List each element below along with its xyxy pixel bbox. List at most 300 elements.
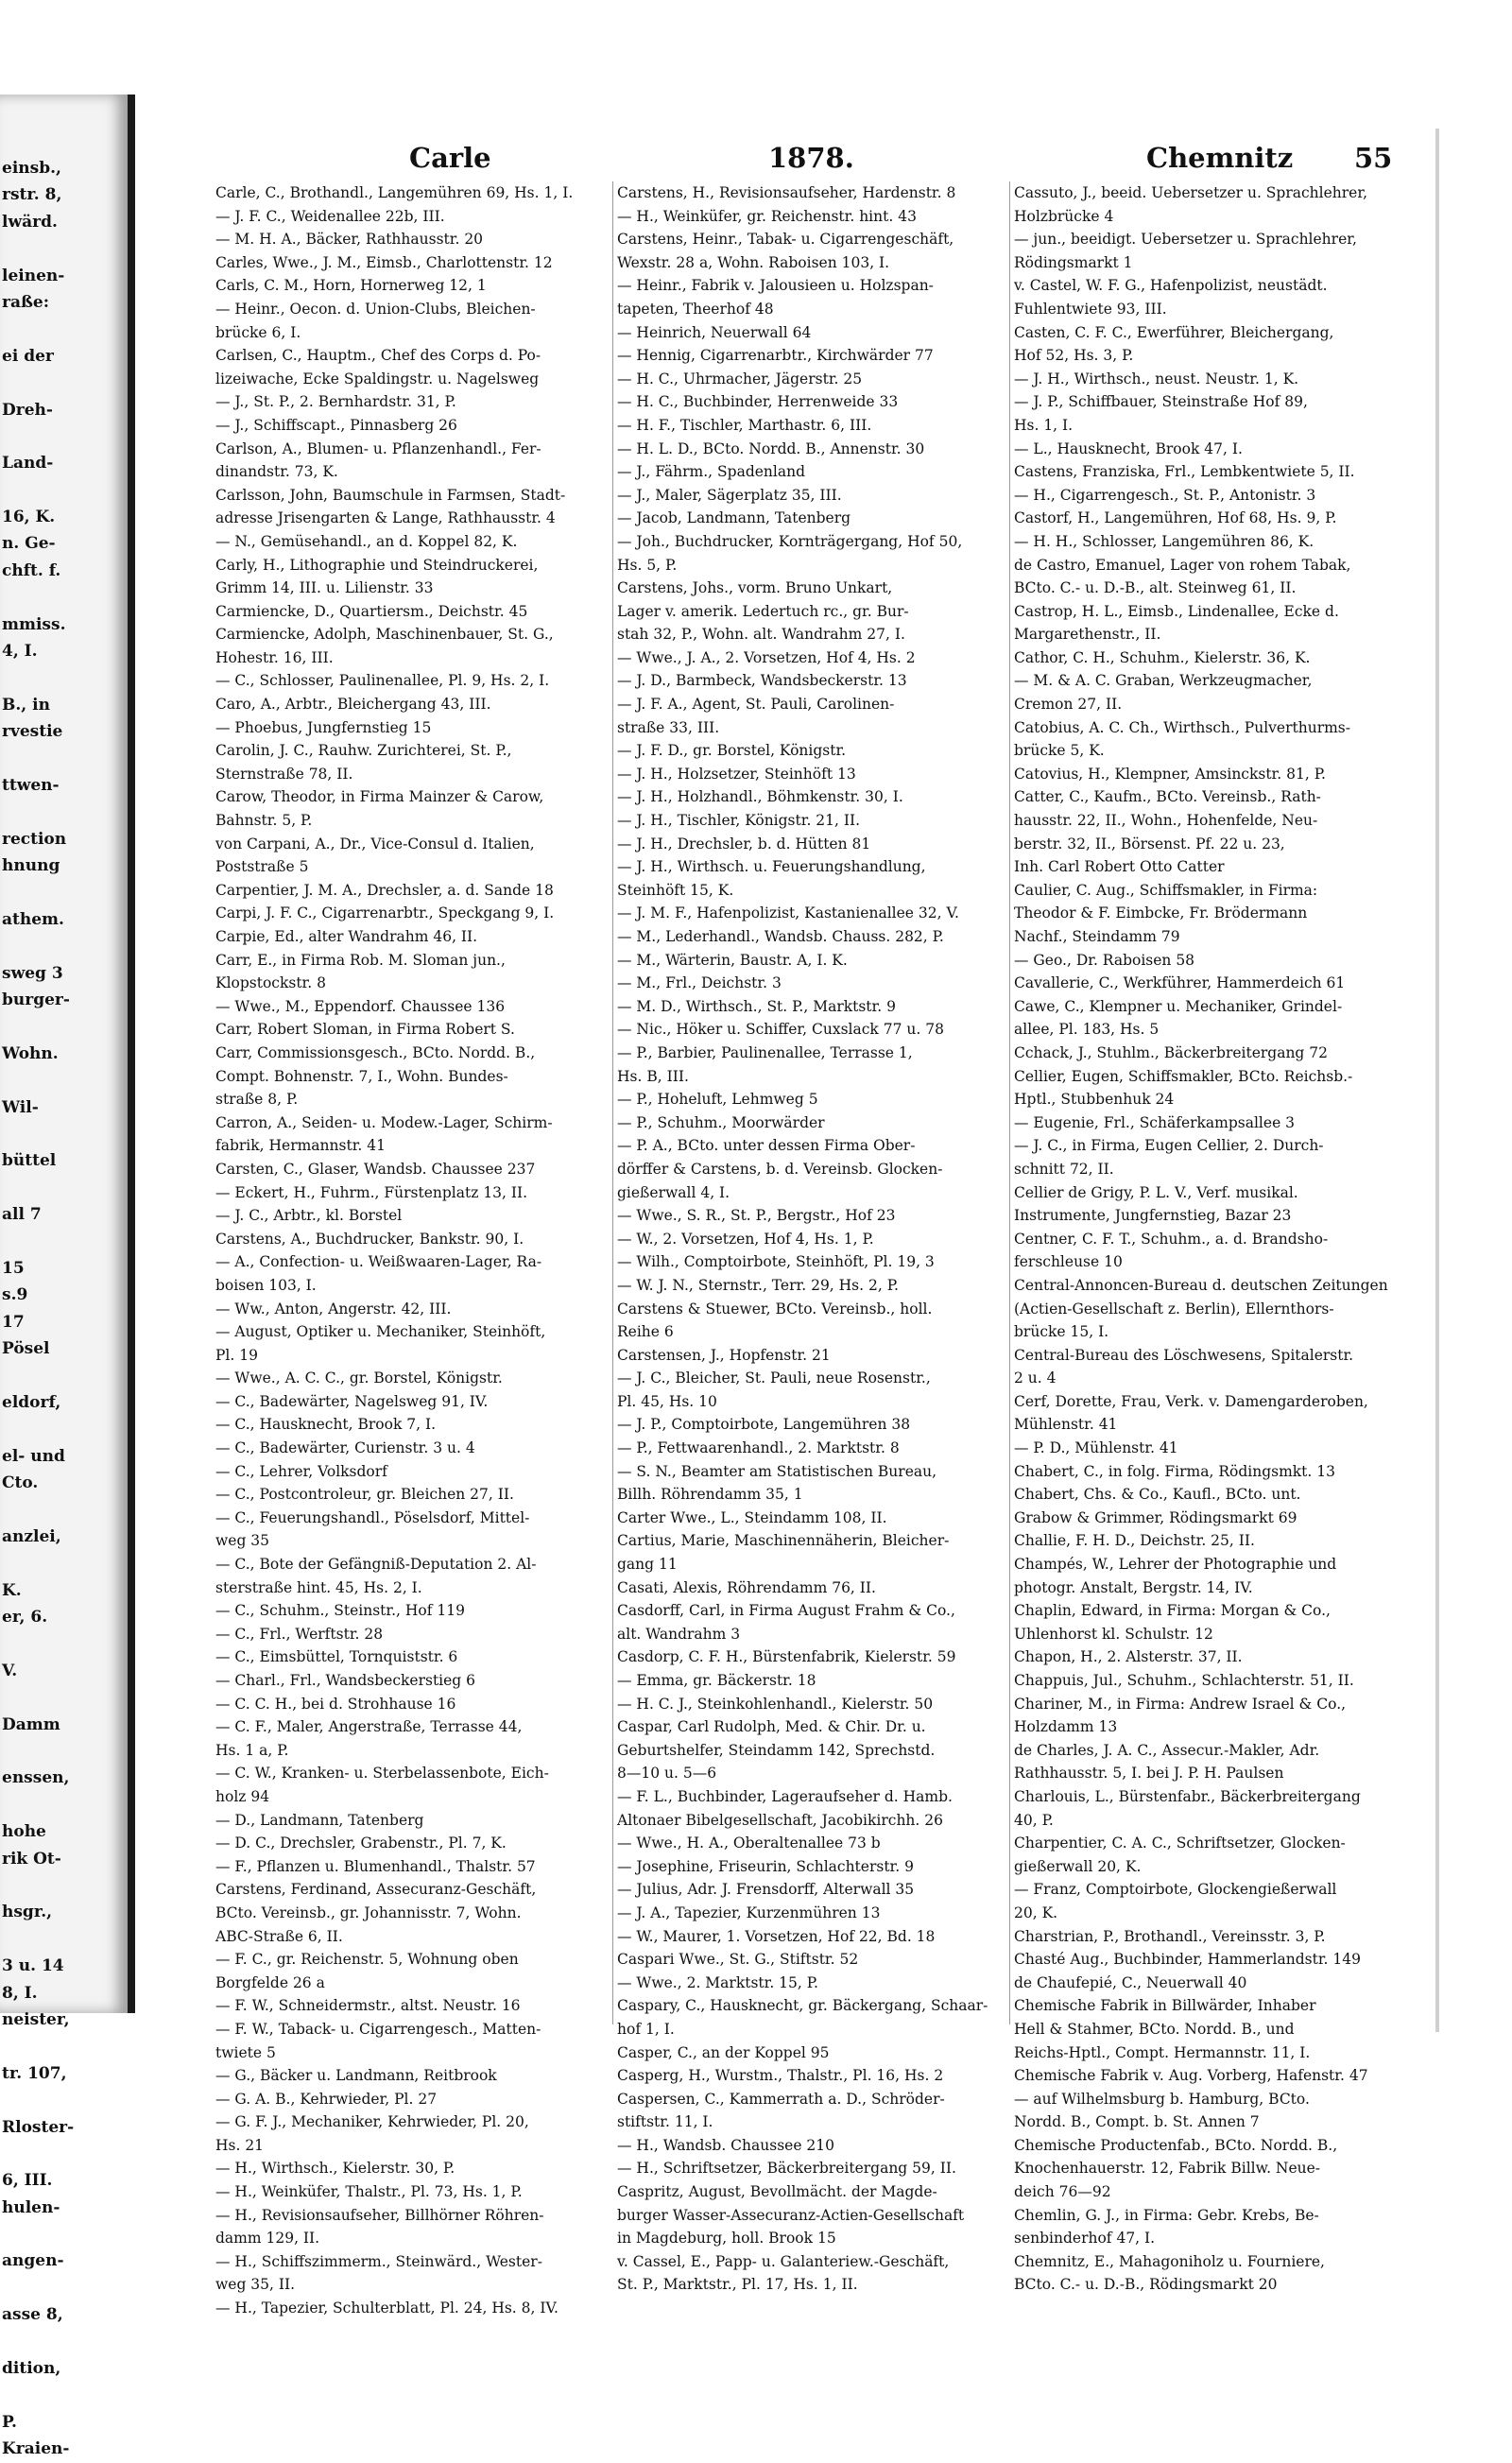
directory-entry-line: — Nic., Höker u. Schiffer, Cuxslack 77 u. 78 xyxy=(617,1021,944,1039)
left-page-fragment-line: K. xyxy=(2,1580,22,1600)
directory-entry-line: Holzdamm 13 xyxy=(1014,1718,1118,1736)
directory-entry-line: Castens, Franziska, Frl., Lembkentwiete 5, II. xyxy=(1014,463,1355,481)
left-page-fragment-line: s.9 xyxy=(2,1285,28,1305)
directory-entry-line: Charstrian, P., Brothandl., Vereinsstr. 3, P. xyxy=(1014,1927,1326,1945)
directory-entry-line: — J. F. C., Weidenallee 22b, III. xyxy=(215,207,445,225)
directory-entry-line: Billh. Röhrendamm 35, 1 xyxy=(617,1486,803,1504)
directory-entry-line: — H., Wandsb. Chaussee 210 xyxy=(617,2136,835,2154)
left-page-fragment-line: Cto. xyxy=(2,1473,39,1493)
left-page-fragment-line xyxy=(2,1067,128,1094)
directory-entry-line: — W., 2. Vorsetzen, Hof 4, Hs. 1, P. xyxy=(617,1230,874,1248)
header-left-catchword: Carle xyxy=(409,142,491,174)
directory-entry-line: photogr. Anstalt, Bergstr. 14, IV. xyxy=(1014,1578,1253,1596)
directory-entry-line: stah 32, P., Wohn. alt. Wandrahm 27, I. xyxy=(617,626,905,644)
directory-entry-line: — J. F. D., gr. Borstel, Königstr. xyxy=(617,742,847,760)
directory-entry-line: Charpentier, C. A. C., Schriftsetzer, Glocken- xyxy=(1014,1834,1346,1852)
directory-entry-line: lizeiwache, Ecke Spaldingstr. u. Nagelsweg xyxy=(215,370,540,388)
directory-entry-line: — C., Feuerungshandl., Pöselsdorf, Mittel- xyxy=(215,1508,530,1526)
directory-entry-line: Hs. 5, P. xyxy=(617,556,678,574)
directory-entry-line: Chasté Aug., Buchbinder, Hammerlandstr. 149 xyxy=(1014,1951,1361,1969)
directory-entry-line: — W. J. N., Sternstr., Terr. 29, Hs. 2, P. xyxy=(617,1276,899,1294)
directory-entry-line: Instrumente, Jungfernstieg, Bazar 23 xyxy=(1014,1207,1292,1225)
directory-entry-line: Casperg, H., Wurstm., Thalstr., Pl. 16, Hs. 2 xyxy=(617,2067,944,2085)
directory-entry-line: Chemlin, G. J., in Firma: Gebr. Krebs, Be- xyxy=(1014,2206,1319,2224)
directory-entry-line: Cassuto, J., beeid. Uebersetzer u. Sprachlehrer, xyxy=(1014,184,1367,201)
directory-entry-line: — C., Lehrer, Volksdorf xyxy=(215,1462,387,1480)
directory-entry-line: senbinderhof 47, I. xyxy=(1014,2230,1156,2248)
directory-entry-line: BCto. C.- u. D.-B., Rödingsmarkt 20 xyxy=(1014,2276,1278,2294)
directory-entry-line: — C., Frl., Werftstr. 28 xyxy=(215,1625,384,1643)
directory-entry-line: — P., Barbier, Paulinenallee, Terrasse 1, xyxy=(617,1043,913,1061)
directory-entry-line: — H. L. D., BCto. Nordd. B., Annenstr. 30 xyxy=(617,439,925,457)
directory-entry-line: Carter Wwe., L., Steindamm 108, II. xyxy=(617,1508,887,1526)
left-page-fragment-line: 3 u. 14 xyxy=(2,1956,64,1976)
directory-entry-line: — H. H., Schlosser, Langemühren 86, K. xyxy=(1014,532,1314,550)
directory-entry-line: — auf Wilhelmsburg b. Hamburg, BCto. xyxy=(1014,2090,1310,2108)
directory-entry-line: Chemische Fabrik v. Aug. Vorberg, Hafenstr. 47 xyxy=(1014,2067,1368,2085)
left-page-fragment-line xyxy=(2,423,128,450)
directory-entry-line: ferschleuse 10 xyxy=(1014,1253,1123,1271)
left-page-fragment-line: raße: xyxy=(2,292,49,312)
left-page-fragment-line: hohe xyxy=(2,1822,46,1842)
directory-entry-line: — J. H., Drechsler, b. d. Hütten 81 xyxy=(617,835,871,853)
directory-entry-line: — C., Hausknecht, Brook 7, I. xyxy=(215,1416,437,1434)
directory-entry-line: — C. W., Kranken- u. Sterbelassenbote, Eich- xyxy=(215,1765,549,1783)
directory-entry-line: — Heinr., Fabrik v. Jalousieen u. Holzspan- xyxy=(617,277,934,295)
directory-entry-line: Carstens & Stuewer, BCto. Vereinsb., holl. xyxy=(617,1300,933,1318)
left-page-fragment-line: el- und xyxy=(2,1446,65,1466)
directory-entry-line: v. Cassel, E., Papp- u. Galanteriew.-Geschäft, xyxy=(617,2252,950,2270)
left-page-fragment-line: rection xyxy=(2,829,67,849)
directory-entry-line: Cellier de Grigy, P. L. V., Verf. musikal. xyxy=(1014,1183,1298,1201)
directory-entry-line: 8—10 u. 5—6 xyxy=(617,1765,717,1783)
left-page-fragment-line: rvestie xyxy=(2,722,63,742)
directory-entry-line: — J. P., Schiffbauer, Steinstraße Hof 89, xyxy=(1014,393,1308,411)
directory-entry-line: Caspersen, C., Kammerrath a. D., Schröder- xyxy=(617,2090,945,2108)
directory-entry-line: BCto. Vereinsb., gr. Johannisstr. 7, Wohn. xyxy=(215,1903,522,1921)
directory-entry-line: — J., Schiffscapt., Pinnasberg 26 xyxy=(215,416,457,434)
directory-entry-line: St. P., Marktstr., Pl. 17, Hs. 1, II. xyxy=(617,2276,858,2294)
directory-entry-line: Carles, Wwe., J. M., Eimsb., Charlottenstr. 12 xyxy=(215,253,553,271)
directory-entry-line: Carr, E., in Firma Rob. M. Sloman jun., xyxy=(215,951,506,969)
directory-entry-line: straße 33, III. xyxy=(617,718,720,736)
directory-entry-line: Catovius, H., Klempner, Amsinckstr. 81, P. xyxy=(1014,765,1326,783)
directory-entry-line: weg 35, II. xyxy=(215,2276,296,2294)
directory-entry-line: — G. A. B., Kehrwieder, Pl. 27 xyxy=(215,2090,438,2108)
directory-entry-line: Chariner, M., in Firma: Andrew Israel & Co., xyxy=(1014,1695,1347,1713)
directory-entry-line: Carmiencke, Adolph, Maschinenbauer, St. G., xyxy=(215,626,554,644)
directory-entry-line: Chaplin, Edward, in Firma: Morgan & Co., xyxy=(1014,1602,1331,1620)
left-page-fragment-line xyxy=(2,1014,128,1041)
directory-entry-line: straße 8, P. xyxy=(215,1091,299,1109)
directory-entry-line: Casati, Alexis, Röhrendamm 76, II. xyxy=(617,1578,876,1596)
left-page-fragment-line: neister, xyxy=(2,2009,70,2029)
directory-entry-line: — Heinrich, Neuerwall 64 xyxy=(617,323,812,341)
left-page-fragment-line: angen- xyxy=(2,2251,64,2271)
directory-entry-line: — Wwe., S. R., St. P., Bergstr., Hof 23 xyxy=(617,1207,896,1225)
left-page-fragment-line xyxy=(2,2221,128,2248)
directory-entry-line: — S. N., Beamter am Statistischen Bureau, xyxy=(617,1462,937,1480)
directory-entry-line: stiftstr. 11, I. xyxy=(617,2113,713,2131)
directory-entry-line: Poststraße 5 xyxy=(215,858,309,876)
left-page-fragment-line: 6, III. xyxy=(2,2171,53,2191)
directory-entry-line: — C., Badewärter, Nagelsweg 91, IV. xyxy=(215,1392,489,1410)
directory-entry-line: Carsten, C., Glaser, Wandsb. Chaussee 237 xyxy=(215,1160,536,1178)
directory-entry-line: Chappuis, Jul., Schuhm., Schlachterstr. 51, II. xyxy=(1014,1672,1354,1689)
directory-entry-line: holz 94 xyxy=(215,1787,270,1805)
directory-entry-line: — C., Bote der Gefängniß-Deputation 2. Al- xyxy=(215,1556,537,1574)
directory-entry-line: Cavallerie, C., Werkführer, Hammerdeich 61 xyxy=(1014,974,1346,992)
left-page-fragment-line xyxy=(2,664,128,691)
directory-entry-line: Steinhöft 15, K. xyxy=(617,881,734,899)
directory-entry-line: dinandstr. 73, K. xyxy=(215,463,338,481)
directory-entry-line: Hell & Stahmer, BCto. Nordd. B., und xyxy=(1014,2020,1295,2038)
directory-entry-line: — Joh., Buchdrucker, Kornträgergang, Hof 50, xyxy=(617,532,963,550)
directory-entry-line: Hohestr. 16, III. xyxy=(215,648,334,666)
directory-entry-line: — H., Tapezier, Schulterblatt, Pl. 24, Hs. 8, IV. xyxy=(215,2299,558,2317)
left-page-fragment-line xyxy=(2,2033,128,2059)
page-header xyxy=(135,129,1435,174)
left-page-fragment-line: einsb., xyxy=(2,159,61,178)
left-page-fragment-line: hsgr., xyxy=(2,1903,53,1922)
directory-entry-line: — C., Badewärter, Curienstr. 3 u. 4 xyxy=(215,1439,475,1457)
directory-entry-line: Cathor, C. H., Schuhm., Kielerstr. 36, K. xyxy=(1014,648,1311,666)
directory-entry-line: Margarethenstr., II. xyxy=(1014,626,1161,644)
left-page-fragment-line: lwärd. xyxy=(2,212,58,232)
directory-entry-line: — J. C., in Firma, Eugen Cellier, 2. Durch- xyxy=(1014,1137,1324,1155)
directory-entry-line: Chemische Fabrik in Billwärder, Inhaber xyxy=(1014,1997,1316,2015)
directory-entry-line: — M. D., Wirthsch., St. P., Marktstr. 9 xyxy=(617,997,896,1015)
directory-entry-line: 40, P. xyxy=(1014,1811,1054,1829)
directory-entry-line: brücke 15, I. xyxy=(1014,1323,1109,1341)
directory-entry-line: — Eugenie, Frl., Schäferkampsallee 3 xyxy=(1014,1113,1296,1131)
directory-entry-line: schnitt 72, II. xyxy=(1014,1160,1114,1178)
directory-entry-line: Carlsen, C., Hauptm., Chef des Corps d. Po- xyxy=(215,347,541,365)
column-3 xyxy=(1009,181,1422,2294)
directory-entry-line: — J. H., Holzhandl., Böhmkenstr. 30, I. xyxy=(617,788,903,806)
directory-entry-line: — J. F. A., Agent, St. Pauli, Carolinen- xyxy=(617,696,895,714)
directory-entry-line: Carolin, J. C., Rauhw. Zurichterei, St. P., xyxy=(215,742,512,760)
left-page-fragment-line xyxy=(2,2382,128,2408)
directory-entry-line: weg 35 xyxy=(215,1532,270,1550)
directory-entry-line: Bahnstr. 5, P. xyxy=(215,812,313,830)
directory-entry-line: Fuhlentwiete 93, III. xyxy=(1014,300,1167,318)
directory-entry-line: Carmiencke, D., Quartiersm., Deichstr. 45 xyxy=(215,602,528,620)
directory-entry-line: de Castro, Emanuel, Lager von rohem Tabak, xyxy=(1014,556,1351,574)
left-page-fragment-line: anzlei, xyxy=(2,1526,61,1546)
directory-entry-line: Nordd. B., Compt. b. St. Annen 7 xyxy=(1014,2113,1260,2131)
directory-entry-line: Rödingsmarkt 1 xyxy=(1014,253,1133,271)
directory-entry-line: Caspary, C., Hausknecht, gr. Bäckergang, Schaar- xyxy=(617,1997,988,2015)
directory-entry-line: — P., Fettwaarenhandl., 2. Marktstr. 8 xyxy=(617,1439,900,1457)
directory-entry-line: — C. C. H., bei d. Strohhause 16 xyxy=(215,1695,456,1713)
directory-entry-line: berstr. 32, II., Börsenst. Pf. 22 u. 23, xyxy=(1014,835,1285,853)
left-page-fragment-line: 16, K. xyxy=(2,508,56,527)
directory-entry-line: — W., Maurer, 1. Vorsetzen, Hof 22, Bd. 18 xyxy=(617,1927,936,1945)
directory-entry-line: Champés, W., Lehrer der Photographie und xyxy=(1014,1556,1337,1574)
left-page-fragment-line: 8, I. xyxy=(2,1983,38,2003)
left-page-fragment-line xyxy=(2,1363,128,1389)
left-page-fragment-line: rik Ot- xyxy=(2,1849,61,1869)
directory-entry-line: — Julius, Adr. J. Frensdorff, Alterwall 35 xyxy=(617,1881,915,1899)
left-page-fragment-line: ttwen- xyxy=(2,775,60,795)
directory-entry-line: Cchack, J., Stuhlm., Bäckerbreitergang 72 xyxy=(1014,1043,1329,1061)
left-page-fragment-line: Damm xyxy=(2,1714,60,1734)
left-page-fragment-line xyxy=(2,1229,128,1255)
directory-entry-line: Grimm 14, III. u. Lilienstr. 33 xyxy=(215,579,434,597)
directory-entry-line: — Josephine, Friseurin, Schlachterstr. 9 xyxy=(617,1857,914,1875)
directory-entry-line: — J. H., Tischler, Königstr. 21, II. xyxy=(617,812,861,830)
left-page-fragment-line: V. xyxy=(2,1661,18,1680)
directory-entry-line: hausstr. 22, II., Wohn., Hohenfelde, Neu- xyxy=(1014,812,1318,830)
directory-entry-line: de Charles, J. A. C., Assecur.-Makler, Adr. xyxy=(1014,1741,1320,1759)
directory-entry-line: — H., Wirthsch., Kielerstr. 30, P. xyxy=(215,2160,455,2178)
directory-entry-line: — C., Eimsbüttel, Tornquiststr. 6 xyxy=(215,1648,458,1666)
left-page-fragment-line: 15 xyxy=(2,1259,25,1279)
directory-entry-line: Cerf, Dorette, Frau, Verk. v. Damengarderoben, xyxy=(1014,1392,1368,1410)
directory-page xyxy=(135,129,1439,2317)
directory-entry-line: — Wwe., 2. Marktstr. 15, P. xyxy=(617,1973,818,1991)
directory-entry-line: Carly, H., Lithographie und Steindruckerei, xyxy=(215,556,539,574)
left-page-fragment-line: mmiss. xyxy=(2,614,66,634)
directory-entry-line: Carpi, J. F. C., Cigarrenarbtr., Speckgang 9, I. xyxy=(215,904,555,922)
column-1 xyxy=(215,181,608,2317)
left-page-fragment-line: 17 xyxy=(2,1312,25,1332)
directory-entry-line: 2 u. 4 xyxy=(1014,1369,1057,1387)
directory-entry-line: Mühlenstr. 41 xyxy=(1014,1416,1118,1434)
directory-entry-line: boisen 103, I. xyxy=(215,1276,317,1294)
directory-entry-line: — C., Postcontroleur, gr. Bleichen 27, II. xyxy=(215,1486,514,1504)
directory-entry-line: — Wwe., J. A., 2. Vorsetzen, Hof 4, Hs. 2 xyxy=(617,648,916,666)
left-page-fragment-line: Wil- xyxy=(2,1097,39,1117)
directory-entry-line: — J., Fährm., Spadenland xyxy=(617,463,805,481)
directory-entry-line: — P., Schuhm., Moorwärder xyxy=(617,1113,825,1131)
directory-entry-line: Catobius, A. C. Ch., Wirthsch., Pulverthurms- xyxy=(1014,718,1351,736)
directory-entry-line: Borgfelde 26 a xyxy=(215,1973,325,1991)
left-page-fragment-line xyxy=(2,2329,128,2355)
left-page-fragment-line: B., in xyxy=(2,695,50,715)
left-page-fragment-line: n. Ge- xyxy=(2,534,56,554)
directory-entry-line: brücke 6, I. xyxy=(215,323,301,341)
directory-entry-line: Caspar, Carl Rudolph, Med. & Chir. Dr. u. xyxy=(617,1718,926,1736)
directory-entry-line: — H., Weinküfer, Thalstr., Pl. 73, Hs. 1, P. xyxy=(215,2183,523,2201)
directory-entry-line: Charlouis, L., Bürstenfabr., Bäckerbreitergang xyxy=(1014,1787,1361,1805)
directory-entry-line: — F. C., gr. Reichenstr. 5, Wohnung oben xyxy=(215,1951,519,1969)
left-page-fragment-line xyxy=(2,1416,128,1442)
directory-entry-line: Klopstockstr. 8 xyxy=(215,974,326,992)
left-page-fragment-line: Kraien- xyxy=(2,2439,70,2459)
directory-entry-line: Centner, C. F. T., Schuhm., a. d. Brandsho- xyxy=(1014,1230,1329,1248)
directory-entry-line: Pl. 19 xyxy=(215,1346,258,1364)
directory-entry-line: Wexstr. 28 a, Wohn. Raboisen 103, I. xyxy=(617,253,890,271)
left-page-fragment-line xyxy=(2,880,128,906)
left-page-fragment-line: Land- xyxy=(2,454,54,474)
directory-entry-line: (Actien-Gesellschaft z. Berlin), Ellernthors- xyxy=(1014,1300,1334,1318)
directory-entry-line: — Wwe., A. C. C., gr. Borstel, Königstr. xyxy=(215,1369,503,1387)
left-page-fragment-line: Dreh- xyxy=(2,400,53,420)
left-page-fragment-line: büttel xyxy=(2,1151,57,1171)
directory-entry-line: — G., Bäcker u. Landmann, Reitbrook xyxy=(215,2067,497,2085)
directory-entry-line: gießerwall 20, K. xyxy=(1014,1857,1142,1875)
directory-entry-line: — Jacob, Landmann, Tatenberg xyxy=(617,509,851,527)
directory-entry-line: — P. A., BCto. unter dessen Firma Ober- xyxy=(617,1137,916,1155)
directory-entry-line: deich 76—92 xyxy=(1014,2183,1111,2201)
directory-entry-line: gang 11 xyxy=(617,1556,678,1574)
left-page-fragment-line: er, 6. xyxy=(2,1608,48,1628)
directory-entry-line: — Ww., Anton, Angerstr. 42, III. xyxy=(215,1300,452,1318)
left-page-fragment-line: Wohn. xyxy=(2,1043,59,1063)
directory-entry-line: — J. C., Arbtr., kl. Borstel xyxy=(215,1207,403,1225)
directory-entry-line: — N., Gemüsehandl., an d. Koppel 82, K. xyxy=(215,532,518,550)
directory-entry-line: Carstens, A., Buchdrucker, Bankstr. 90, I. xyxy=(215,1230,524,1248)
directory-entry-line: — J. H., Holzsetzer, Steinhöft 13 xyxy=(617,765,856,783)
directory-entry-line: Carow, Theodor, in Firma Mainzer & Carow, xyxy=(215,788,544,806)
directory-entry-line: Cremon 27, II. xyxy=(1014,696,1123,714)
directory-entry-line: Grabow & Grimmer, Rödingsmarkt 69 xyxy=(1014,1508,1297,1526)
left-page-fragment-line: dition, xyxy=(2,2359,61,2379)
left-page-fragment-line: athem. xyxy=(2,909,64,929)
directory-entry-line: sterstraße hint. 45, Hs. 2, I. xyxy=(215,1578,422,1596)
directory-entry-line: — H., Schiffszimmerm., Steinwärd., Wester- xyxy=(215,2252,542,2270)
directory-entry-line: Casdorff, Carl, in Firma August Frahm & Co., xyxy=(617,1602,955,1620)
directory-entry-line: Castorf, H., Langemühren, Hof 68, Hs. 9, P. xyxy=(1014,509,1337,527)
left-page-fragment-line: Rloster- xyxy=(2,2117,75,2137)
directory-entry-line: — P., Hoheluft, Lehmweg 5 xyxy=(617,1091,818,1109)
directory-entry-line: — J. H., Wirthsch. u. Feuerungshandlung, xyxy=(617,858,926,876)
left-page-fragment-line xyxy=(2,1792,128,1818)
directory-entry-line: Caspritz, August, Bevollmächt. der Magde- xyxy=(617,2183,937,2201)
directory-entry-line: Chabert, C., in folg. Firma, Rödingsmkt. 13 xyxy=(1014,1462,1335,1480)
directory-entry-line: — G. F. J., Mechaniker, Kehrwieder, Pl. 20, xyxy=(215,2113,529,2131)
left-page-fragment-line xyxy=(2,1684,128,1711)
directory-entry-line: Central-Annoncen-Bureau d. deutschen Zeitungen xyxy=(1014,1276,1388,1294)
directory-entry-line: — A., Confection- u. Weißwaaren-Lager, Ra- xyxy=(215,1253,542,1271)
directory-entry-line: — J. P., Comptoirbote, Langemühren 38 xyxy=(617,1416,911,1434)
directory-entry-line: — J. H., Wirthsch., neust. Neustr. 1, K. xyxy=(1014,370,1299,388)
left-page-fragment-line xyxy=(2,1550,128,1576)
left-page-fragment-line xyxy=(2,477,128,504)
page-number: 55 xyxy=(1354,142,1393,174)
left-page-edge xyxy=(0,95,135,2459)
directory-entry-line: Chapon, H., 2. Alsterstr. 37, II. xyxy=(1014,1648,1243,1666)
directory-entry-line: BCto. C.- u. D.-B., alt. Steinweg 61, II. xyxy=(1014,579,1297,597)
directory-entry-line: — Wwe., H. A., Oberaltenallee 73 b xyxy=(617,1834,881,1852)
directory-entry-line: — Charl., Frl., Wandsbeckerstieg 6 xyxy=(215,1672,476,1689)
directory-entry-line: Compt. Bohnenstr. 7, I., Wohn. Bundes- xyxy=(215,1067,508,1085)
left-page-fragments xyxy=(0,95,128,2463)
directory-entry-line: — J., Maler, Sägerplatz 35, III. xyxy=(617,486,842,504)
left-page-fragment-line xyxy=(2,799,128,825)
left-page-fragment-line: sweg 3 xyxy=(2,963,63,983)
directory-entry-line: — H. F., Tischler, Marthastr. 6, III. xyxy=(617,416,872,434)
left-page-fragment-line xyxy=(2,2141,128,2167)
directory-entry-line: — H. C., Uhrmacher, Jägerstr. 25 xyxy=(617,370,863,388)
directory-entry-line: gießerwall 4, I. xyxy=(617,1183,730,1201)
left-page-fragment-line: leinen- xyxy=(2,266,65,285)
directory-entry-line: Chabert, Chs. & Co., Kaufl., BCto. unt. xyxy=(1014,1486,1301,1504)
directory-entry-line: Central-Bureau des Löschwesens, Spitalerstr. xyxy=(1014,1346,1354,1364)
directory-entry-line: — H. C., Buchbinder, Herrenweide 33 xyxy=(617,393,899,411)
directory-entry-line: Cartius, Marie, Maschinennäherin, Bleicher- xyxy=(617,1532,950,1550)
directory-entry-line: Hs. 1 a, P. xyxy=(215,1741,289,1759)
directory-entry-line: Catter, C., Kaufm., BCto. Vereinsb., Rath- xyxy=(1014,788,1321,806)
directory-entry-line: Rathhausstr. 5, I. bei J. P. H. Paulsen xyxy=(1014,1765,1284,1783)
directory-entry-line: Hs. 21 xyxy=(215,2136,265,2154)
directory-entry-line: — C., Schuhm., Steinstr., Hof 119 xyxy=(215,1602,465,1620)
left-page-fragment-line: hulen- xyxy=(2,2197,60,2217)
left-page-fragment-line xyxy=(2,1926,128,1953)
directory-entry-line: Holzbrücke 4 xyxy=(1014,207,1114,225)
directory-entry-line: — M. H. A., Bäcker, Rathhausstr. 20 xyxy=(215,231,484,249)
directory-entry-line: tapeten, Theerhof 48 xyxy=(617,300,774,318)
directory-entry-line: Carstens, Heinr., Tabak- u. Cigarrengeschäft, xyxy=(617,231,954,249)
directory-entry-line: — H., Weinküfer, gr. Reichenstr. hint. 43 xyxy=(617,207,917,225)
directory-entry-line: Carstens, Johs., vorm. Bruno Unkart, xyxy=(617,579,893,597)
directory-entry-line: Caspari Wwe., St. G., Stiftstr. 52 xyxy=(617,1951,859,1969)
directory-entry-line: — C., Schlosser, Paulinenallee, Pl. 9, Hs. 2, I. xyxy=(215,672,550,690)
directory-entry-line: allee, Pl. 183, Hs. 5 xyxy=(1014,1021,1160,1039)
left-page-fragment-line xyxy=(2,370,128,396)
left-page-fragment-line: all 7 xyxy=(2,1205,42,1225)
directory-entry-line: — M., Wärterin, Baustr. A, I. K. xyxy=(617,951,848,969)
directory-entry-line: Hs. B, III. xyxy=(617,1067,689,1085)
left-page-fragment-line: eldorf, xyxy=(2,1392,61,1412)
directory-entry-line: Hs. 1, I. xyxy=(1014,416,1074,434)
left-page-fragment-line: ei der xyxy=(2,346,54,366)
directory-entry-line: — J., St. P., 2. Bernhardstr. 31, P. xyxy=(215,393,456,411)
directory-entry-line: Sternstraße 78, II. xyxy=(215,765,353,783)
directory-entry-line: Carpie, Ed., alter Wandrahm 46, II. xyxy=(215,928,478,945)
left-page-fragment-line xyxy=(2,2087,128,2113)
directory-entry-line: 20, K. xyxy=(1014,1903,1058,1921)
left-page-fragment-line: asse 8, xyxy=(2,2305,63,2325)
left-page-fragment-line: rstr. 8, xyxy=(2,185,62,205)
directory-entry-line: — August, Optiker u. Mechaniker, Steinhöft, xyxy=(215,1323,546,1341)
directory-entry-line: — H., Cigarrengesch., St. P., Antonistr. 3 xyxy=(1014,486,1316,504)
directory-entry-line: Casten, C. F. C., Ewerführer, Bleichergang, xyxy=(1014,323,1334,341)
directory-entry-line: — Phoebus, Jungfernstieg 15 xyxy=(215,718,432,736)
directory-entry-line: — Emma, gr. Bäckerstr. 18 xyxy=(617,1672,816,1689)
directory-entry-line: Chemnitz, E., Mahagoniholz u. Fourniere, xyxy=(1014,2252,1325,2270)
left-page-fragment-line: P. xyxy=(2,2412,17,2432)
directory-entry-line: Carstens, H., Revisionsaufseher, Hardenstr. 8 xyxy=(617,184,956,201)
directory-entry-line: — F. W., Schneidermstr., altst. Neustr. 16 xyxy=(215,1997,521,2015)
left-page-fragment-line: Pösel xyxy=(2,1339,50,1359)
directory-entry-line: Challie, F. H. D., Deichstr. 25, II. xyxy=(1014,1532,1255,1550)
header-year: 1878. xyxy=(768,142,854,174)
left-page-fragment-line xyxy=(2,1738,128,1765)
header-right-catchword: Chemnitz xyxy=(1146,142,1294,174)
left-page-fragment-line: tr. 107, xyxy=(2,2063,67,2083)
directory-entry-line: Altonaer Bibelgesellschaft, Jacobikirchh. 26 xyxy=(617,1811,943,1829)
directory-entry-line: Uhlenhorst kl. Schulstr. 12 xyxy=(1014,1625,1213,1643)
directory-entry-line: burger Wasser-Assecuranz-Actien-Gesellschaft xyxy=(617,2206,965,2224)
directory-entry-line: — Geo., Dr. Raboisen 58 xyxy=(1014,951,1195,969)
left-page-fragment-line: chft. f. xyxy=(2,560,61,580)
directory-entry-line: — M., Lederhandl., Wandsb. Chauss. 282, P. xyxy=(617,928,944,945)
directory-entry-line: — H., Revisionsaufseher, Billhörner Röhren- xyxy=(215,2206,544,2224)
directory-entry-line: — H. C. J., Steinkohlenhandl., Kielerstr. 50 xyxy=(617,1695,934,1713)
left-page-fragment-line: hnung xyxy=(2,856,60,876)
directory-entry-line: Caulier, C. Aug., Schiffsmakler, in Firma: xyxy=(1014,881,1318,899)
left-page-fragment-line xyxy=(2,2275,128,2301)
directory-entry-line: Inh. Carl Robert Otto Catter xyxy=(1014,858,1225,876)
directory-entry-line: damm 129, II. xyxy=(215,2230,320,2248)
directory-entry-line: Knochenhauerstr. 12, Fabrik Billw. Neue- xyxy=(1014,2160,1321,2178)
left-page-fragment-line xyxy=(2,584,128,611)
column-2 xyxy=(612,181,1009,2294)
directory-entry-line: — Wilh., Comptoirbote, Steinhöft, Pl. 19, 3 xyxy=(617,1253,935,1271)
